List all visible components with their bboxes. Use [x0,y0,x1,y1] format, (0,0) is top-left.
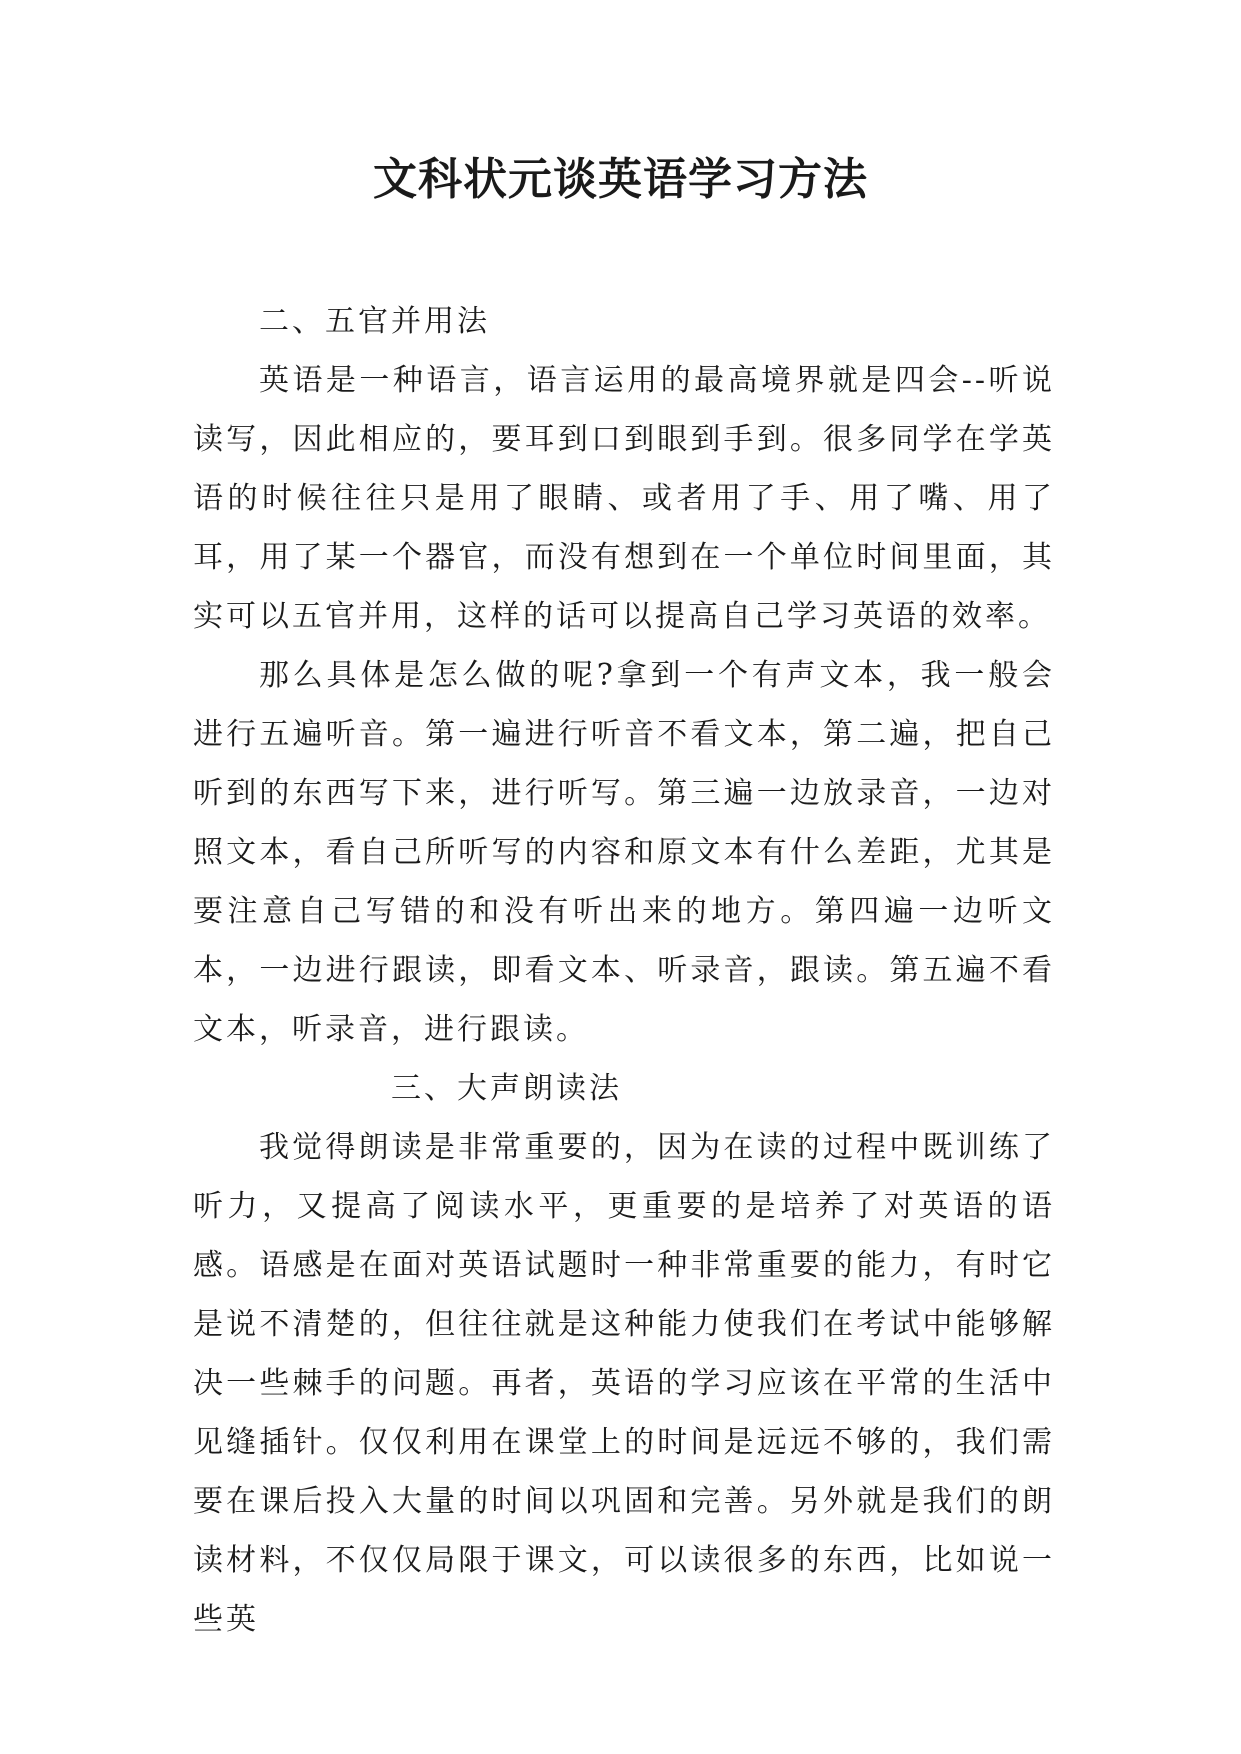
document-body [193,292,1055,1649]
paragraph: 英语是一种语言，语言运用的最高境界就是四会--听说读写，因此相应的，要耳到口到眼到手到。很多同学在学英语的时候往往只是用了眼睛、或者用了手、用了嘴、用了耳，用了某一个器官，而没有想到在一个单位时间里面，其实可以五官并用，这样的话可以提高自己学习英语的效率。 [193,363,1055,634]
document-title: 文科状元谈英语学习方法 [373,154,868,205]
paragraph: 我觉得朗读是非常重要的，因为在读的过程中既训练了听力，又提高了阅读水平，更重要的是培养了对英语的语感。语感是在面对英语试题时一种非常重要的能力，有时它是说不清楚的，但往往就是这种能力使我们在考试中能够解决一些棘手的问题。再者，英语的学习应该在平常的生活中见缝插针。仅仅利用在课堂上的时间是远远不够的，我们需要在课后投入大量的时间以巩固和完善。另外就是我们的朗读材料，不仅仅局限于课文，可以读很多的东西，比如说一些英 [193,1130,1055,1637]
section-heading-read-aloud: 三、大声朗读法 [391,1071,622,1106]
paragraph: 那么具体是怎么做的呢?拿到一个有声文本，我一般会进行五遍听音。第一遍进行听音不看文本，第二遍，把自己听到的东西写下来，进行听写。第三遍一边放录音，一边对照文本，看自己所听写的内容和原文本有什么差距，尤其是要注意自己写错的和没有听出来的地方。第四遍一边听文本，一边进行跟读，即看文本、听录音，跟读。第五遍不看文本，听录音，进行跟读。 [193,658,1055,1047]
section-heading-five-senses: 二、五官并用法 [259,304,490,339]
